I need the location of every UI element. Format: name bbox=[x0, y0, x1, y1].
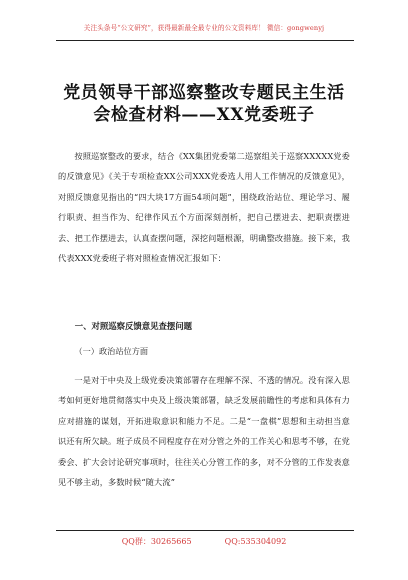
section-paragraph-block bbox=[58, 370, 350, 492]
header-divider bbox=[56, 40, 354, 41]
section-paragraph: 一是对于中央及上级党委决策部署存在理解不深、不透的情况。没有深入思考如何更好地贯彻落实中央及上级决策部署，缺乏发展前瞻性的考虑和具体有力应对措施的谋划，开拓进取意识和能力不足。二是“一盘棋”思想和主动担当意识还有所欠缺。班子成员不同程度存在对分管之外的工作关心和思考不够，在党委会、扩大会讨论研究事项时，往往关心分管工作的多，对不分管的工作发表意见不够主动，多数时候“随大流” bbox=[58, 375, 350, 488]
header-promo-note: 关注头条号“公文研究”，获得最新最全最专业的公文资料库！ 微信：gongwenyj bbox=[83, 24, 325, 32]
subsection-heading: （一）政治站位方面 bbox=[74, 346, 149, 356]
footer-qq-group: QQ群：30265665 bbox=[121, 537, 192, 546]
intro-paragraph: 按照巡察整改的要求，结合《XX集团党委第二巡察组关于巡察XXXXX党委的反馈意见》《关于专项检查XX公司XXX党委选人用人工作情况的反馈意见》，对照反馈意见指出的“四大块17方面54项问题”，围绕政治站位、理论学习、履行职责、担当作为、纪律作风五个方面深刻剖析，把自己摆进去、把职责摆进去、把工作摆进去，认真查摆问题，深挖问题根源，明确整改措施。接下来，我代表XXX党委班子将对照检查情况汇报如下： bbox=[58, 151, 350, 264]
document-title-line-2: 会检查材料——XX党委班子 bbox=[93, 105, 315, 125]
footer-qq-number: QQ:535304092 bbox=[224, 537, 287, 546]
footer-contact bbox=[0, 536, 408, 547]
section-heading: 一、对照巡察反馈意见查摆问题 bbox=[74, 321, 193, 331]
footer-divider bbox=[56, 530, 354, 531]
document-title-line-1: 党员领导干部巡察整改专题民主生活 bbox=[63, 83, 345, 103]
intro-paragraph-block bbox=[58, 146, 350, 268]
